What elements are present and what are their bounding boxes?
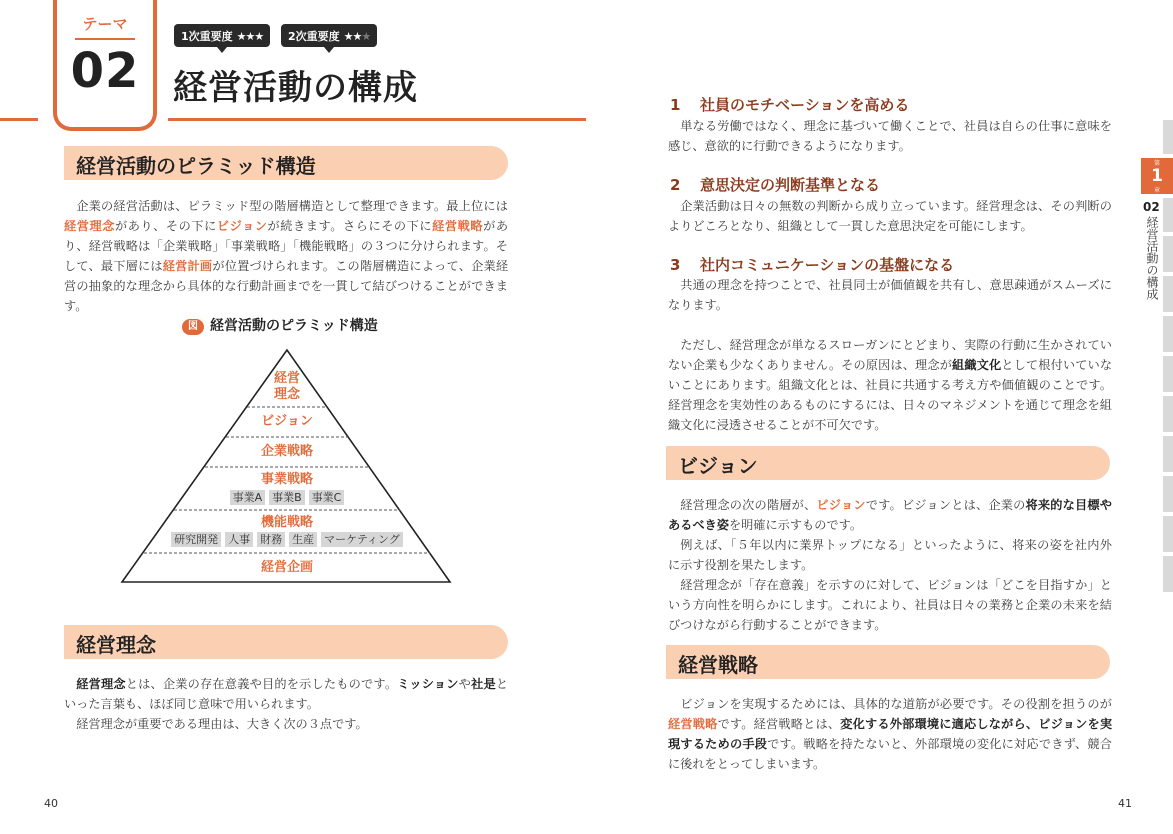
theme-number: 02 [70, 43, 140, 99]
strategy-paragraph: ビジョンを実現するためには、具体的な道筋が必要です。その役割を担うのが経営戦略です。経営戦略とは、変化する外部環境に適応しながら、ビジョンを実現するための手段です。戦略を持たないと、外部環境の変化に対応できず、競合に後れをとってしまいます。 [668, 697, 1113, 771]
page-number-right: 41 [1118, 797, 1132, 810]
figure-icon: 図 [182, 319, 204, 335]
tag-production: 生産 [289, 532, 317, 547]
chapter-tab-active[interactable]: 第 1 章 [1141, 158, 1173, 194]
importance-badge-secondary [281, 24, 377, 47]
thumb-tab[interactable] [1163, 396, 1173, 432]
tag-rnd: 研究開発 [171, 532, 221, 547]
page-number-left: 40 [44, 797, 58, 810]
reason-heading-2: 2 意思決定の判断基準となる [670, 176, 881, 194]
layer-management-planning: 経営企画 [260, 560, 313, 575]
tag-finance: 財務 [257, 532, 285, 547]
theme-divider [75, 38, 135, 40]
chapter-title: 経営活動の構成 [173, 68, 418, 108]
importance-badge-primary [174, 24, 270, 47]
layer-vision: ビジョン [261, 414, 313, 429]
thumb-tab[interactable] [1163, 198, 1173, 232]
thumb-tab[interactable] [1163, 356, 1173, 392]
figure-caption: 図 経営活動のピラミッド構造 [182, 315, 378, 335]
thumb-tab[interactable] [1163, 236, 1173, 272]
section-heading-pyramid: 経営活動のピラミッド構造 [64, 146, 508, 180]
section-heading-strategy: 経営戦略 [666, 645, 1110, 679]
pyramid-intro-paragraph: 企業の経営活動は、ピラミッド型の階層構造として整理できます。最上位には経営理念があり、その下にビジョンが続きます。さらにその下に経営戦略があり、経営戦略は「企業戦略」「事業戦略」「機能戦略」の３つに分けられます。そして、最下層には経営計画が位置づけられます。この階層構造によって、企業経営の抽象的な理念から具体的な行動計画までを一貫して結びつけることができます。 [64, 199, 509, 313]
star-icon: ★★★ [343, 30, 371, 43]
theme-box [53, 0, 157, 131]
thumb-tab[interactable] [1163, 276, 1173, 312]
layer-functional-strategy: 機能戦略 [260, 515, 313, 530]
star-icon: ★★★ [236, 30, 264, 43]
tag-hr: 人事 [225, 532, 253, 547]
layer-management-philosophy: 経営 理念 [273, 371, 300, 402]
thumb-tab[interactable] [1163, 316, 1173, 352]
pyramid-diagram [110, 345, 470, 590]
philosophy-paragraph: 経営理念とは、企業の存在意義や目的を示したものです。ミッションや社是といった言葉も、ほぼ同じ意味で用いられます。 経営理念が重要である理由は、大きく次の３点です。 [64, 677, 509, 731]
sidebar-theme-title: 経営活動の構成 [1145, 216, 1159, 300]
tag-business-a: 事業A [230, 490, 266, 505]
thumb-tab[interactable] [1163, 556, 1173, 592]
header-rule-left [0, 118, 38, 121]
reason-heading-3: 3 社内コミュニケーションの基盤になる [670, 256, 955, 274]
vision-paragraph: 経営理念の次の階層が、ビジョンです。ビジョンとは、企業の将来的な目標やあるべき姿を明確に示すものです。 例えば、「５年以内に業界トップになる」といったように、将来の姿を社内外に示す役割を果たします。 経営理念が「存在意義」を示すのに対して、ビジョンは「どこを目指すか」という方向性を明らかにします。これにより、社員は日々の業務と企業の未来を結びつけながら行動することができます。 [668, 498, 1112, 632]
section-heading-philosophy: 経営理念 [64, 625, 508, 659]
theme-label: テーマ [82, 15, 128, 33]
header-rule-right [168, 118, 586, 121]
reason-heading-1: 1 社員のモチベーションを高める [670, 96, 910, 114]
thumb-tab[interactable] [1163, 120, 1173, 154]
sidebar-theme-number: 02 [1143, 200, 1160, 214]
reason-body-3: 共通の理念を持つことで、社員同士が価値観を共有し、意思疎通がスムーズになります。 [668, 278, 1112, 312]
tag-business-b: 事業B [269, 490, 305, 505]
business-units [110, 490, 464, 505]
layer-business-strategy: 事業戦略 [260, 472, 313, 487]
reason-body-2: 企業活動は日々の無数の判断から成り立っています。経営理念は、その判断のよりどころとなり、組織として一貫した意思決定を可能にします。 [668, 199, 1112, 233]
reason-body-1: 単なる労働ではなく、理念に基づいて働くことで、社員は自らの仕事に意味を感じ、意欲的に行動できるようになります。 [668, 119, 1112, 153]
thumb-tab[interactable] [1163, 476, 1173, 512]
organizational-culture-paragraph: ただし、経営理念が単なるスローガンにとどまり、実際の行動に生かされていない企業も少なくありません。その原因は、理念が組織文化として根付いていないことにあります。組織文化とは、社員に共通する考え方や価値観のことです。経営理念を実効性のあるものにするには、日々のマネジメントを通じて理念を組織文化に浸透させることが不可欠です。 [668, 338, 1113, 432]
thumb-tab[interactable] [1163, 516, 1173, 552]
thumb-tab[interactable] [1163, 436, 1173, 472]
tag-business-c: 事業C [309, 490, 345, 505]
badge-label: 1次重要度 [181, 30, 233, 43]
layer-corporate-strategy: 企業戦略 [260, 444, 313, 459]
section-heading-vision: ビジョン [666, 446, 1110, 480]
functional-units [110, 532, 464, 547]
badge-label: 2次重要度 [288, 30, 340, 43]
tag-marketing: マーケティング [321, 532, 403, 547]
left-page [0, 0, 586, 834]
